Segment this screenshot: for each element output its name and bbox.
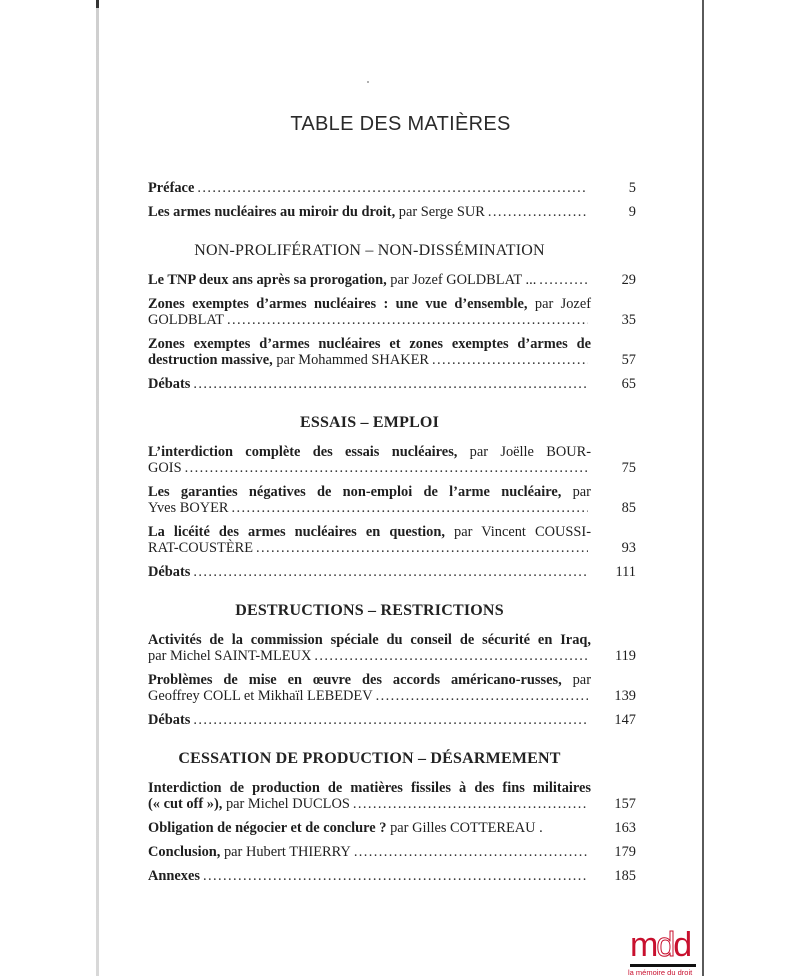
leader-dots — [376, 688, 588, 704]
entry-title: Débats — [148, 712, 191, 728]
leader-dots — [193, 564, 588, 580]
entry-author: par Michel SAINT-MLEUX — [148, 648, 312, 664]
entry-first-line — [148, 484, 591, 500]
entry-lead — [148, 312, 224, 328]
entry-last-line — [148, 540, 591, 556]
entry-lead — [148, 204, 485, 220]
toc-entry — [148, 672, 636, 704]
entry-author: GOIS — [148, 460, 182, 476]
entry-last-line — [148, 180, 591, 196]
page-number: 157 — [614, 796, 636, 812]
entry-title: destruction massive, — [148, 352, 273, 368]
page-number: 179 — [614, 844, 636, 860]
leader-dots — [197, 180, 588, 196]
entry-lead — [148, 180, 194, 196]
entry-author: Geoffrey COLL et Mikhaïl LEBEDEV — [148, 688, 373, 704]
entry-first-line — [148, 672, 591, 688]
print-speck — [367, 81, 369, 83]
toc-entry — [148, 564, 636, 580]
entry-title: (« cut off »), — [148, 796, 223, 812]
entry-lead — [148, 688, 373, 704]
entry-author: par — [561, 484, 591, 500]
page-number: 185 — [614, 868, 636, 884]
entry-title: Préface — [148, 180, 195, 196]
entry-last-line — [148, 312, 591, 328]
toc-entry — [148, 712, 636, 728]
leader-dots — [193, 712, 588, 728]
entry-lead — [148, 868, 200, 884]
entry-lead — [148, 272, 536, 288]
section-heading: ESSAIS – EMPLOI — [299, 414, 440, 431]
entry-title: Le TNP deux ans après sa prorogation, — [148, 272, 387, 288]
entry-lead — [148, 796, 350, 812]
page-number: 65 — [621, 376, 636, 392]
entry-author: par Joëlle BOUR- — [457, 444, 591, 460]
page-number: 93 — [621, 540, 636, 556]
logo-letter-m: m — [630, 926, 657, 964]
leader-dots — [232, 500, 588, 516]
page-number: 75 — [621, 460, 636, 476]
entry-author: par Michel DUCLOS — [222, 796, 350, 812]
entry-author: par Serge SUR — [395, 204, 485, 220]
entry-lead — [148, 376, 190, 392]
entry-title: Zones exemptes d’armes nucléaires et zones exemptes d’armes de — [148, 336, 591, 352]
toc-entry — [148, 204, 636, 220]
logo-bar — [630, 964, 696, 967]
entry-lead — [148, 648, 311, 664]
entry-title: Annexes — [148, 868, 200, 884]
logo-letter-d: d — [673, 926, 691, 964]
entry-title: Conclusion, — [148, 844, 221, 860]
toc-entry — [148, 180, 636, 196]
entry-lead — [148, 540, 253, 556]
entry-lead — [148, 564, 190, 580]
entry-first-line — [148, 296, 591, 312]
leader-dots — [353, 796, 588, 812]
page-number: 119 — [614, 648, 636, 664]
page-number: 5 — [628, 180, 636, 196]
entry-author: RAT-COUSTÈRE — [148, 540, 254, 556]
toc-entry — [148, 272, 636, 288]
leader-dots — [227, 312, 588, 328]
entry-author: par Hubert THIERRY — [220, 844, 351, 860]
entry-first-line — [148, 632, 591, 648]
page-number: 139 — [614, 688, 636, 704]
page-edge-right — [702, 0, 704, 976]
entry-title: Les garanties négatives de non-emploi de l’arme nucléaire, — [148, 484, 562, 500]
page-number: 147 — [614, 712, 636, 728]
leader-dots — [488, 204, 588, 220]
entry-last-line — [148, 204, 591, 220]
entry-author: par Gilles COTTEREAU . — [386, 820, 543, 836]
entry-last-line — [148, 820, 591, 836]
entry-last-line — [148, 796, 591, 812]
leader-dots — [539, 272, 588, 288]
page-number: 9 — [628, 204, 636, 220]
page-number: 35 — [621, 312, 636, 328]
entry-title: Zones exemptes d’armes nucléaires : une vue d’ensemble, — [148, 296, 528, 312]
entry-last-line — [148, 460, 591, 476]
table-of-contents — [148, 180, 636, 892]
entry-author: GOLDBLAT — [148, 312, 224, 328]
section-heading: DESTRUCTIONS – RESTRICTIONS — [235, 602, 504, 619]
leader-dots — [314, 648, 588, 664]
logo-letters — [630, 928, 690, 962]
entry-last-line — [148, 564, 591, 580]
entry-lead — [148, 500, 229, 516]
entry-author: par Jozef — [527, 296, 592, 312]
toc-entry — [148, 444, 636, 476]
entry-last-line — [148, 500, 591, 516]
page-number: 29 — [621, 272, 636, 288]
leader-dots — [256, 540, 588, 556]
entry-author: par Vincent COUSSI- — [444, 524, 592, 540]
book-page — [99, 0, 702, 976]
leader-dots — [193, 376, 588, 392]
toc-entry — [148, 632, 636, 664]
logo-tagline: la mémoire du droit — [628, 968, 693, 977]
entry-lead — [148, 844, 351, 860]
entry-last-line — [148, 868, 591, 884]
entry-title: Débats — [148, 376, 191, 392]
entry-last-line — [148, 648, 591, 664]
logo-letter-d-outline: d — [656, 926, 674, 964]
toc-entry — [148, 844, 636, 860]
page-number: 163 — [614, 820, 636, 836]
entry-author: par Mohammed SHAKER — [272, 352, 429, 368]
entry-last-line — [148, 712, 591, 728]
entry-title: Les armes nucléaires au miroir du droit, — [148, 204, 396, 220]
entry-last-line — [148, 376, 591, 392]
leader-dots — [432, 352, 588, 368]
toc-entry — [148, 820, 636, 836]
toc-entry — [148, 868, 636, 884]
entry-title: Activités de la commission spéciale du conseil de sécurité en Iraq, — [148, 632, 591, 648]
toc-entry — [148, 296, 636, 328]
page-number: 57 — [621, 352, 636, 368]
page-number: 111 — [615, 564, 636, 580]
entry-last-line — [148, 844, 591, 860]
entry-title: Obligation de négocier et de conclure ? — [148, 820, 387, 836]
leader-dots — [354, 844, 588, 860]
entry-title: L’interdiction complète des essais nucléaires, — [148, 444, 458, 460]
entry-title: Interdiction de production de matières fissiles à des fins militaires — [148, 780, 591, 796]
page-number: 85 — [621, 500, 636, 516]
entry-author: par Jozef GOLDBLAT ... — [386, 272, 537, 288]
entry-title: La licéité des armes nucléaires en question, — [148, 524, 445, 540]
section-heading: NON-PROLIFÉRATION – NON-DISSÉMINATION — [194, 242, 545, 259]
leader-dots — [185, 460, 588, 476]
entry-author: par — [561, 672, 591, 688]
entry-lead — [148, 352, 429, 368]
toc-entry — [148, 484, 636, 516]
entry-author: Yves BOYER — [148, 500, 229, 516]
toc-entry — [148, 780, 636, 812]
entry-last-line — [148, 352, 591, 368]
toc-entry — [148, 524, 636, 556]
entry-lead — [148, 712, 190, 728]
mdd-logo — [628, 926, 700, 977]
entry-title: Débats — [148, 564, 191, 580]
entry-last-line — [148, 272, 591, 288]
entry-last-line — [148, 688, 591, 704]
toc-entry — [148, 376, 636, 392]
entry-first-line — [148, 524, 591, 540]
leader-dots — [203, 868, 588, 884]
entry-first-line — [148, 336, 591, 352]
entry-lead — [148, 820, 543, 836]
section-heading: CESSATION DE PRODUCTION – DÉSARMEMENT — [178, 750, 561, 767]
toc-entry — [148, 336, 636, 368]
entry-title: Problèmes de mise en œuvre des accords américano-russes, — [148, 672, 562, 688]
entry-first-line — [148, 444, 591, 460]
entry-first-line — [148, 780, 591, 796]
entry-lead — [148, 460, 182, 476]
page-title: TABLE DES MATIÈRES — [290, 113, 511, 135]
